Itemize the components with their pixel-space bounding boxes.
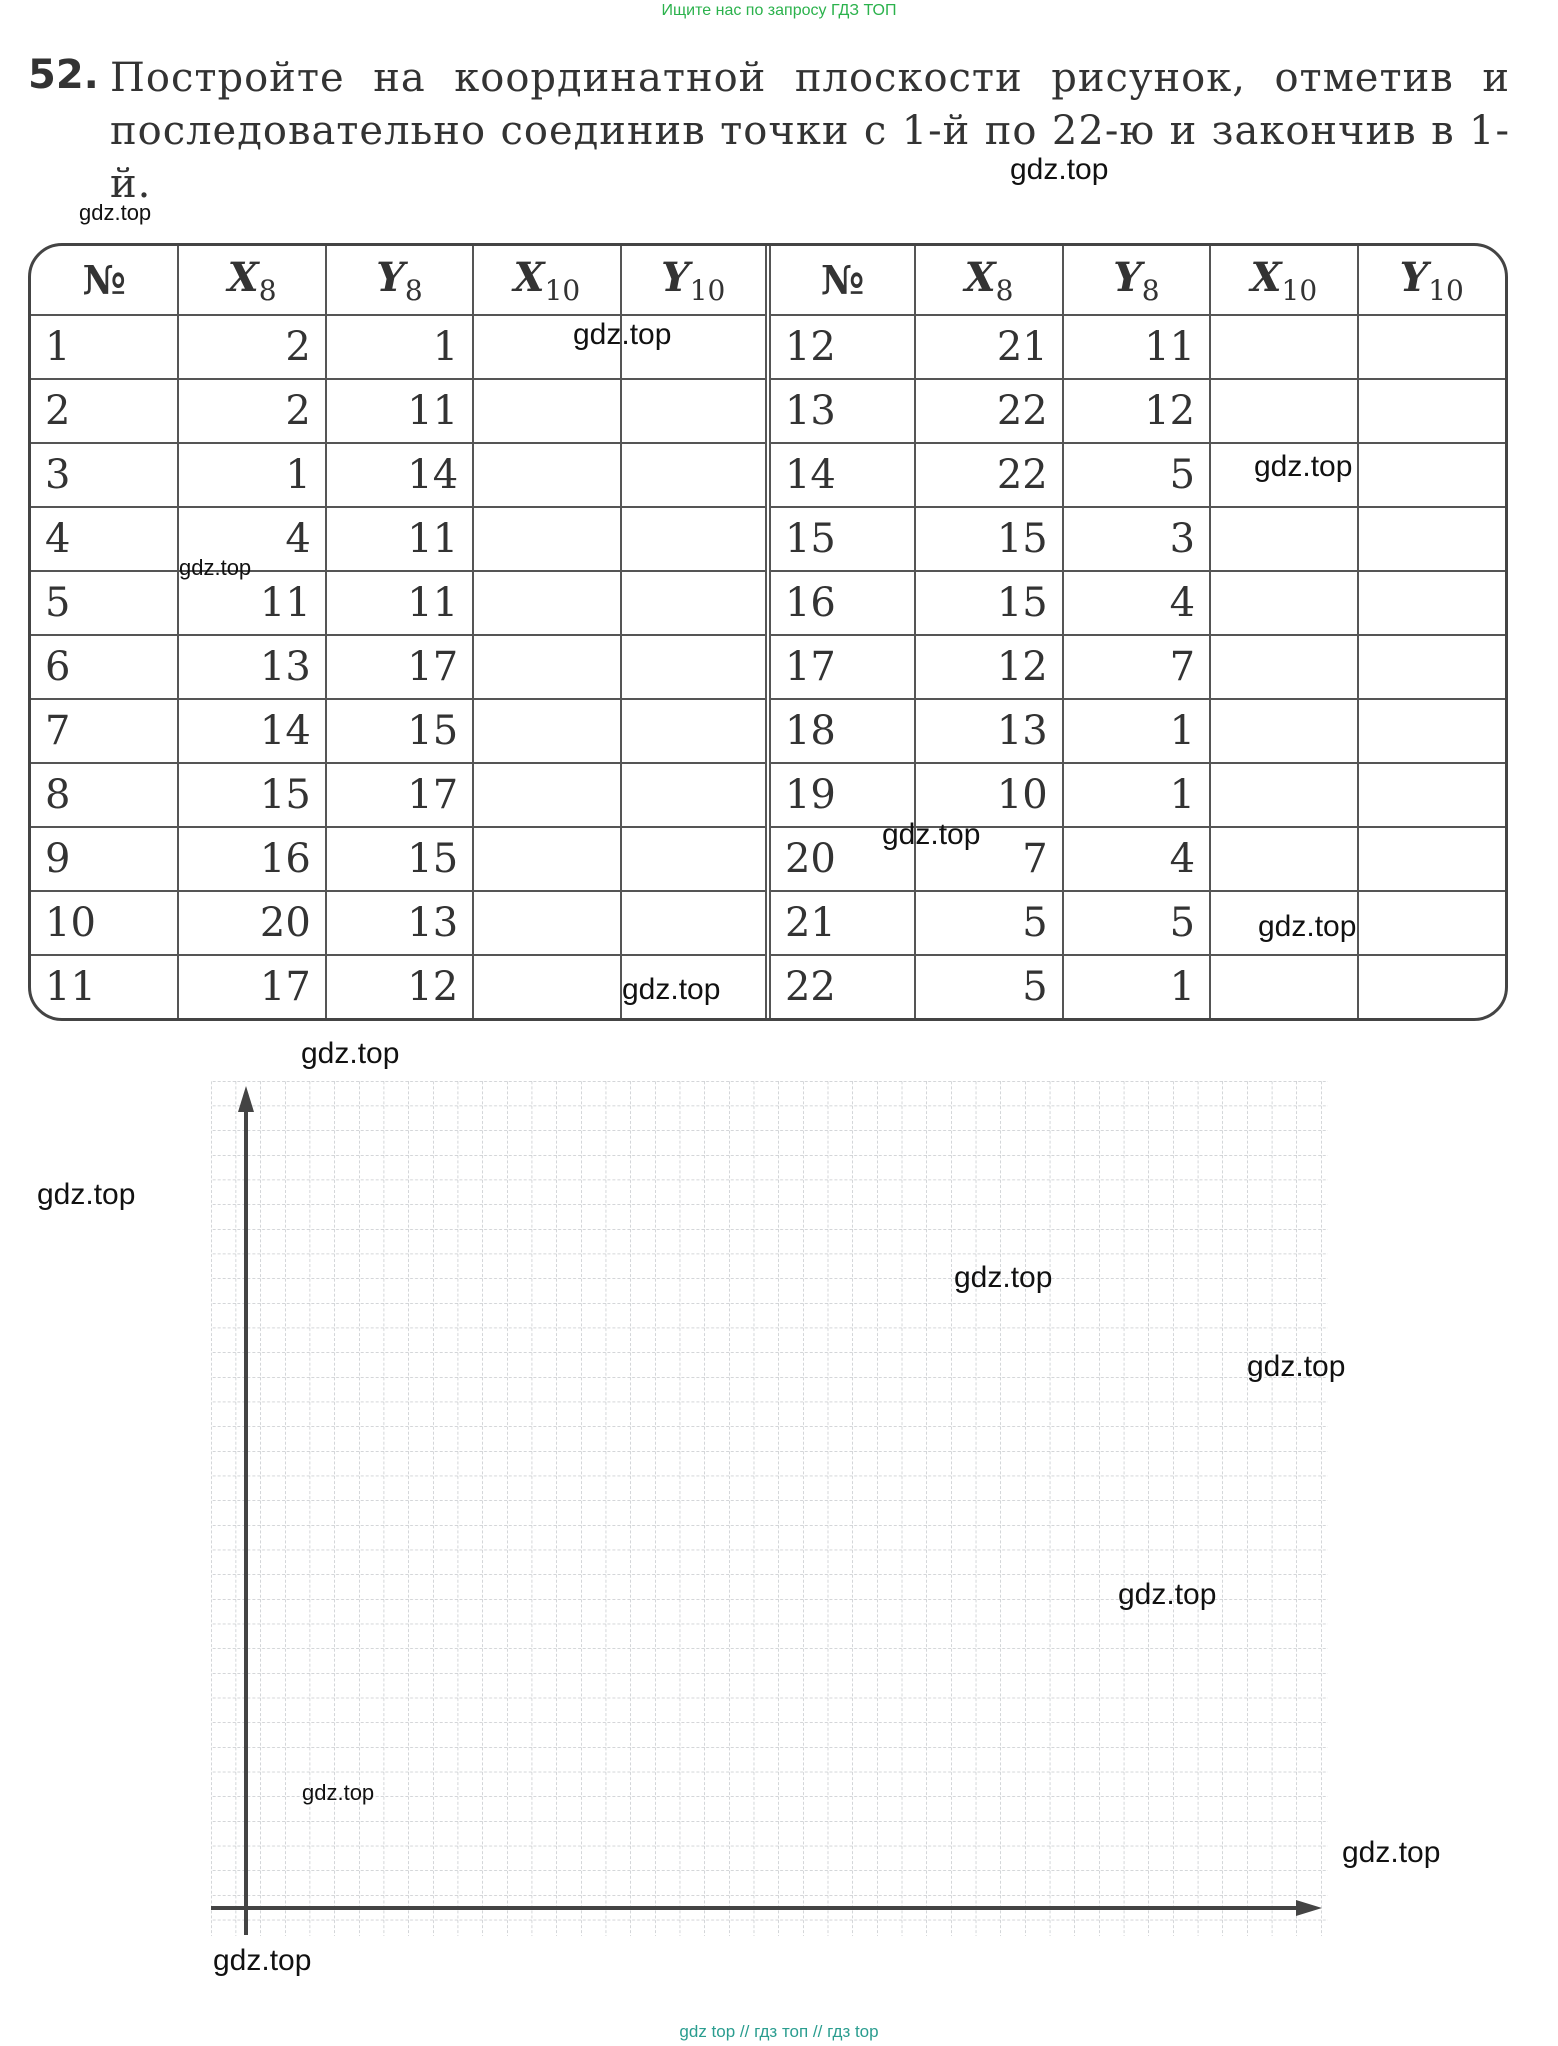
y8-value: 11	[326, 379, 473, 443]
y8-value: 11	[1063, 315, 1210, 379]
point-number: 3	[31, 443, 178, 507]
y8-value: 3	[1063, 507, 1210, 571]
point-number: 14	[768, 443, 915, 507]
point-number: 10	[31, 891, 178, 955]
x8-value: 15	[915, 507, 1062, 571]
x8-value: 17	[178, 955, 325, 1018]
watermark: gdz.top	[301, 1037, 400, 1070]
watermark: gdz.top	[954, 1261, 1053, 1294]
watermark: gdz.top	[213, 1944, 312, 1977]
x8-value: 2	[178, 379, 325, 443]
point-number: 20	[768, 827, 915, 891]
y8-value: 1	[1063, 699, 1210, 763]
x8-value: 21	[915, 315, 1062, 379]
header-y8: $Y_8$	[326, 246, 473, 315]
point-number: 19	[768, 763, 915, 827]
y8-value: 12	[1063, 379, 1210, 443]
x8-value: 4	[178, 507, 325, 571]
header-x10: $X_{10}$	[1210, 246, 1357, 315]
point-number: 2	[31, 379, 178, 443]
watermark: gdz.top	[179, 555, 252, 580]
x8-value: 2	[178, 315, 325, 379]
y8-value: 11	[326, 507, 473, 571]
y8-value: 7	[1063, 635, 1210, 699]
x8-value: 10	[915, 763, 1062, 827]
x8-value: 16	[178, 827, 325, 891]
header-x10: $X_{10}$	[473, 246, 620, 315]
x8-value: 11	[178, 571, 325, 635]
task-text: Постройте на координатной плоскости рисунок, отметив и последовательно соединив точки с 1-й по 22-ю и закончив в 1-й.	[110, 55, 1510, 207]
point-number: 7	[31, 699, 178, 763]
watermark: gdz.top	[1254, 450, 1353, 483]
header-y10: $Y_{10}$	[1358, 246, 1505, 315]
header-no: №	[31, 246, 178, 315]
y8-value: 17	[326, 763, 473, 827]
watermark: gdz.top	[1010, 153, 1109, 186]
point-number: 17	[768, 635, 915, 699]
header-x8: $X_8$	[178, 246, 325, 315]
point-number: 6	[31, 635, 178, 699]
x8-value: 12	[915, 635, 1062, 699]
watermark: gdz.top	[79, 200, 152, 225]
x8-value: 1	[178, 443, 325, 507]
header-y10: $Y_{10}$	[621, 246, 768, 315]
x8-value: 5	[915, 891, 1062, 955]
point-number: 16	[768, 571, 915, 635]
watermark: gdz.top	[622, 973, 721, 1006]
x8-value: 22	[915, 379, 1062, 443]
point-number: 4	[31, 507, 178, 571]
point-number: 11	[31, 955, 178, 1018]
y8-value: 1	[1063, 955, 1210, 1018]
y8-value: 4	[1063, 827, 1210, 891]
watermark: gdz.top	[1342, 1836, 1441, 1869]
header-y8: $Y_8$	[1063, 246, 1210, 315]
y8-value: 17	[326, 635, 473, 699]
point-number: 21	[768, 891, 915, 955]
point-number: 12	[768, 315, 915, 379]
point-number: 15	[768, 507, 915, 571]
x8-value: 5	[915, 955, 1062, 1018]
grid-cells	[211, 1081, 1328, 1936]
x8-value: 15	[178, 763, 325, 827]
watermark: gdz.top	[882, 818, 981, 851]
point-number: 8	[31, 763, 178, 827]
x8-value: 13	[915, 699, 1062, 763]
point-number: 5	[31, 571, 178, 635]
x8-value: 20	[178, 891, 325, 955]
point-number: 22	[768, 955, 915, 1018]
bottom-note: gdz top // гдз топ // гдз top	[679, 2022, 879, 2041]
y8-value: 15	[326, 827, 473, 891]
watermark: gdz.top	[1118, 1578, 1217, 1611]
y8-value: 5	[1063, 891, 1210, 955]
watermark: gdz.top	[302, 1780, 375, 1805]
point-number: 9	[31, 827, 178, 891]
header-x8: $X_8$	[915, 246, 1062, 315]
y8-value: 11	[326, 571, 473, 635]
point-number: 1	[31, 315, 178, 379]
y8-value: 1	[1063, 763, 1210, 827]
watermark: gdz.top	[1247, 1350, 1346, 1383]
top-note[interactable]: Ищите нас по запросу ГДЗ ТОП	[661, 2, 897, 19]
watermark: gdz.top	[37, 1178, 136, 1211]
task-number: 52.	[28, 52, 99, 98]
y8-value: 12	[326, 955, 473, 1018]
point-number: 18	[768, 699, 915, 763]
x8-value: 15	[915, 571, 1062, 635]
x8-value: 7	[915, 827, 1062, 891]
x8-value: 14	[178, 699, 325, 763]
watermark: gdz.top	[1258, 910, 1357, 943]
x8-value: 22	[915, 443, 1062, 507]
point-number: 13	[768, 379, 915, 443]
y8-value: 15	[326, 699, 473, 763]
y8-value: 1	[326, 315, 473, 379]
y8-value: 4	[1063, 571, 1210, 635]
watermark: gdz.top	[573, 318, 672, 351]
y8-value: 14	[326, 443, 473, 507]
header-no: №	[768, 246, 915, 315]
y8-value: 13	[326, 891, 473, 955]
y8-value: 5	[1063, 443, 1210, 507]
x8-value: 13	[178, 635, 325, 699]
